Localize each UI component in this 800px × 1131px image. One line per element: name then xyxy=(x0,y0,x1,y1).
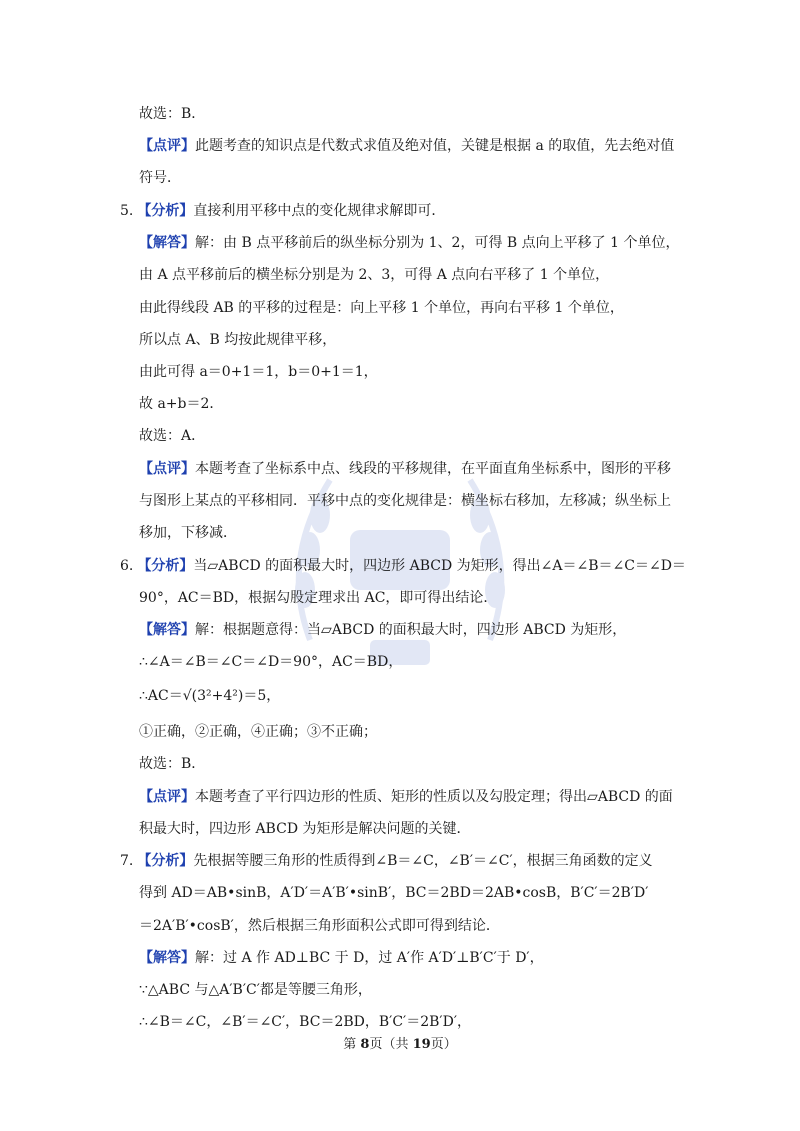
footer-mid: 页（共 xyxy=(369,1037,413,1052)
section-tag: 【点评】 xyxy=(139,789,195,805)
text-line xyxy=(120,556,686,576)
line-text: ①正确，②正确，④正确；③不正确； xyxy=(139,724,377,740)
text-line xyxy=(139,722,377,742)
text-line xyxy=(139,588,497,608)
line-text: 此题考查的知识点是代数式求值及绝对值，关键是根据 a 的取值，先去绝对值 xyxy=(195,138,675,154)
line-text: 积最大时，四边形 ABCD 为矩形是解决问题的关键． xyxy=(139,821,471,837)
line-text: ∴AC＝√(3²+4²)＝5， xyxy=(139,688,281,704)
line-text: 直接利用平移中点的变化规律求解即可． xyxy=(193,203,446,219)
text-line xyxy=(139,136,674,156)
section-tag: 【分析】 xyxy=(137,853,194,869)
text-line xyxy=(139,168,181,188)
text-line xyxy=(139,330,336,350)
line-text: 本题考查了平行四边形的性质、矩形的性质以及勾股定理；得出▱ABCD 的面 xyxy=(195,789,673,805)
footer-page-number: 8 xyxy=(360,1037,370,1052)
line-text: ∵△ABC 与△A′B′C′都是等腰三角形， xyxy=(139,982,372,998)
question-number: 7. xyxy=(120,853,134,869)
text-line xyxy=(139,916,500,936)
page-footer xyxy=(0,1033,800,1052)
text-line xyxy=(139,265,609,285)
footer-total-pages: 19 xyxy=(412,1037,431,1052)
text-line xyxy=(139,948,544,968)
text-line xyxy=(139,686,280,706)
section-tag: 【点评】 xyxy=(139,138,195,154)
text-line xyxy=(139,980,372,1000)
text-line xyxy=(139,426,205,446)
text-line xyxy=(120,851,653,871)
text-line xyxy=(139,394,223,414)
text-line xyxy=(139,104,205,124)
line-text: 符号． xyxy=(139,170,181,186)
line-text: 解：过 A 作 AD⊥BC 于 D，过 A′作 A′D′⊥B′C′于 D′， xyxy=(195,950,544,966)
text-line xyxy=(139,523,237,543)
line-text: ＝2A′B′•cosB′，然后根据三角形面积公式即可得到结论． xyxy=(139,918,500,934)
line-text: ∴∠A＝∠B＝∠C＝∠D＝90°，AC＝BD， xyxy=(139,654,403,670)
line-text: 所以点 A、B 均按此规律平移， xyxy=(139,332,337,348)
line-text: 由此可得 a＝0+1＝1，b＝0+1＝1， xyxy=(139,364,378,380)
section-tag: 【点评】 xyxy=(139,461,195,477)
text-line xyxy=(139,620,626,640)
footer-prefix: 第 xyxy=(343,1037,361,1052)
line-text: 当▱ABCD 的面积最大时，四边形 ABCD 为矩形，得出∠A＝∠B＝∠C＝∠D＝ xyxy=(193,558,686,574)
text-line xyxy=(120,201,445,221)
section-tag: 【解答】 xyxy=(139,622,195,638)
line-text: 移加，下移减． xyxy=(139,525,237,541)
footer-suffix: 页） xyxy=(430,1037,457,1052)
line-text: 由 A 点平移前后的横坐标分别是为 2、3，可得 A 点向右平移了 1 个单位， xyxy=(139,267,610,283)
section-tag: 【分析】 xyxy=(137,558,194,574)
line-text: 本题考查了坐标系中点、线段的平移规律，在平面直角坐标系中，图形的平移 xyxy=(195,461,671,477)
question-number: 5. xyxy=(120,203,134,219)
text-line xyxy=(139,298,624,318)
text-line xyxy=(139,362,378,382)
text-line xyxy=(139,459,671,479)
line-text: 解：由 B 点平移前后的纵坐标分别为 1、2，可得 B 点向上平移了 1 个单位， xyxy=(195,235,680,251)
section-tag: 【分析】 xyxy=(137,203,194,219)
line-text: 故选：A． xyxy=(139,428,206,444)
text-line xyxy=(139,787,673,807)
section-tag: 【解答】 xyxy=(139,950,195,966)
text-line xyxy=(139,491,671,511)
text-line xyxy=(139,754,205,774)
text-line xyxy=(139,652,402,672)
question-number: 6. xyxy=(120,558,134,574)
line-text: 故选：B． xyxy=(139,106,206,122)
line-text: 90°，AC＝BD，根据勾股定理求出 AC，即可得出结论． xyxy=(139,590,498,606)
line-text: 与图形上某点的平移相同．平移中点的变化规律是：横坐标右移加，左移减；纵坐标上 xyxy=(139,493,671,509)
line-text: 故选：B． xyxy=(139,756,206,772)
section-tag: 【解答】 xyxy=(139,235,195,251)
text-line xyxy=(139,1012,471,1032)
line-text: 由此得线段 AB 的平移的过程是：向上平移 1 个单位，再向右平移 1 个单位， xyxy=(139,300,624,316)
line-text: 得到 AD＝AB•sinB，A′D′＝A′B′•sinB′，BC＝2BD＝2AB•cosB，B′C′＝2B′D′ xyxy=(139,885,649,901)
line-text: 先根据等腰三角形的性质得到∠B＝∠C，∠B′＝∠C′，根据三角函数的定义 xyxy=(193,853,653,869)
text-line xyxy=(139,819,471,839)
line-text: 解：根据题意得：当▱ABCD 的面积最大时，四边形 ABCD 为矩形， xyxy=(195,622,627,638)
text-line xyxy=(139,883,648,903)
line-text: 故 a+b＝2． xyxy=(139,396,224,412)
text-line xyxy=(139,233,679,253)
line-text: ∴∠B＝∠C，∠B′＝∠C′，BC＝2BD，B′C′＝2B′D′， xyxy=(139,1014,472,1030)
